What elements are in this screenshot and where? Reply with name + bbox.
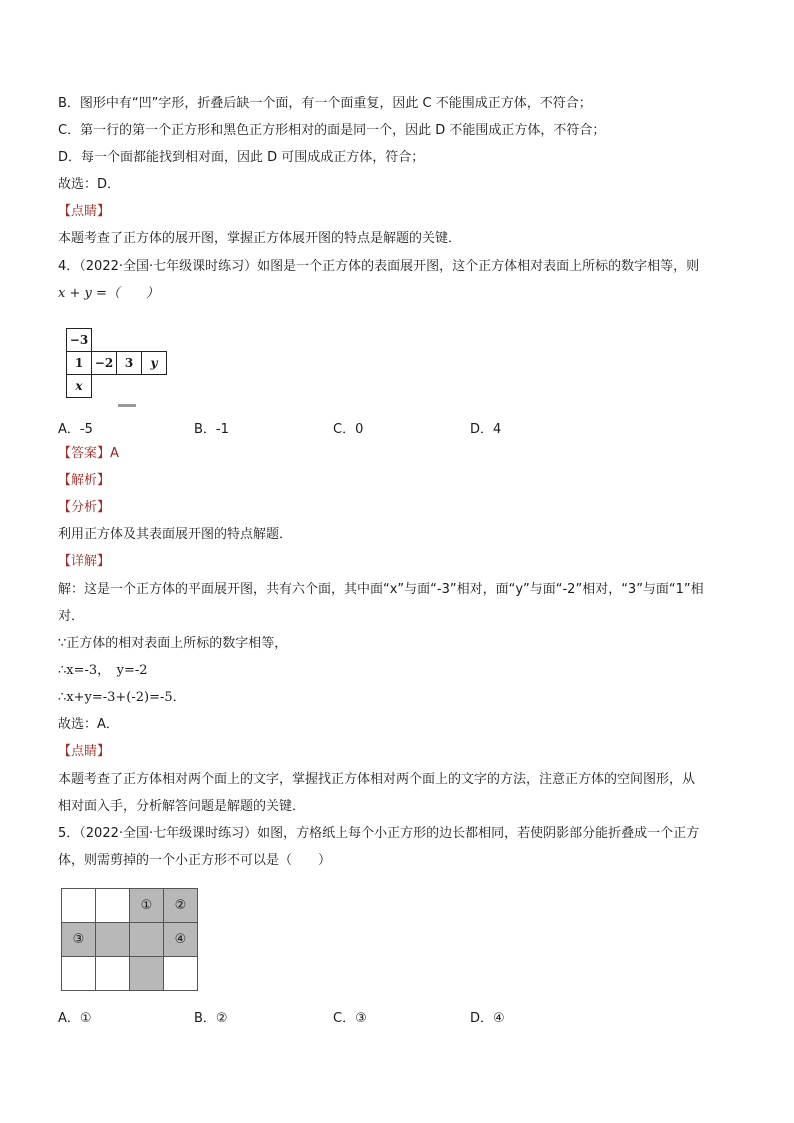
question-5-choices <box>58 1007 758 1027</box>
text-line: D．每一个面都能找到相对面，因此 D 可围成成正方体，符合； <box>58 150 425 165</box>
answer-label: 【答案】 <box>58 446 111 461</box>
text-line: ∵正方体的相对表面上所标的数字相等， <box>58 636 288 651</box>
question-5-text: 体，则需剪掉的一个小正方形不可以是（ ） <box>58 853 332 868</box>
text-line: 故选：D． <box>58 177 121 192</box>
answer-value: A <box>110 446 119 461</box>
choice-b: B．-1 <box>194 422 229 437</box>
text-line: ∴x=-3， y=-2 <box>58 663 148 678</box>
grid-cell <box>62 889 96 923</box>
grid-cell <box>62 957 96 991</box>
grid-cell-shaded: ② <box>164 889 198 923</box>
choice-b: B．② <box>194 1011 228 1026</box>
choice-d: D．④ <box>470 1011 505 1026</box>
scan-mark <box>118 404 136 407</box>
grid-figure <box>61 888 198 991</box>
choice-a: A．-5 <box>58 422 93 437</box>
text-line: B．图形中有“凹”字形，折叠后缺一个面，有一个面重复，因此 C 不能围成正方体，不符合； <box>58 96 592 111</box>
section-label: 【详解】 <box>58 554 111 569</box>
net-cell: 1 <box>67 352 92 375</box>
grid-cell-shaded <box>130 923 164 957</box>
grid-cell <box>164 957 198 991</box>
question-5-text: 5．（2022·全国·七年级课时练习）如图，方格纸上每个小正方形的边长都相同，若使阴影部分能折叠成一个正方 <box>58 826 700 841</box>
net-cell: −2 <box>92 352 117 375</box>
net-cell: −3 <box>67 329 92 352</box>
text-line: 本题考查了正方体相对两个面上的文字，掌握找正方体相对两个面上的文字的方法，注意正方体的空间图形，从 <box>58 772 696 787</box>
net-cell: x <box>67 375 92 398</box>
text-line: 本题考查了正方体的展开图，掌握正方体展开图的特点是解题的关键． <box>58 231 462 246</box>
text-line: 解：这是一个正方体的平面展开图，共有六个面，其中面“x”与面“-3”相对，面“y”与面“-2”相对，“3”与面“1”相 <box>58 582 704 597</box>
section-label: 【分析】 <box>58 500 111 515</box>
grid-cell-shaded: ④ <box>164 923 198 957</box>
grid-cell-shaded: ① <box>130 889 164 923</box>
question-4-expr: x + y =（ ） <box>58 286 159 301</box>
question-4-text: 4．（2022·全国·七年级课时练习）如图是一个正方体的表面展开图，这个正方体相对表面上所标的数字相等，则 <box>58 259 700 274</box>
choice-c: C．③ <box>333 1011 367 1026</box>
section-label: 【解析】 <box>58 473 111 488</box>
cube-net-figure <box>66 328 167 398</box>
choice-d: D．4 <box>470 422 502 437</box>
grid-cell-shaded: ③ <box>62 923 96 957</box>
section-label: 【点睛】 <box>58 744 111 759</box>
text-line: C．第一行的第一个正方形和黑色正方形相对的面是同一个，因此 D 不能围成正方体，不符合； <box>58 123 606 138</box>
section-label: 【点睛】 <box>58 204 111 219</box>
grid-cell <box>96 889 130 923</box>
grid-cell-shaded <box>130 957 164 991</box>
text-line: 利用正方体及其表面展开图的特点解题． <box>58 527 293 542</box>
question-4-choices <box>58 418 758 438</box>
text-line: 对． <box>58 609 85 624</box>
net-cell: y <box>142 352 167 375</box>
text-line: 相对面入手，分析解答问题是解题的关键． <box>58 799 306 814</box>
grid-cell-shaded <box>96 923 130 957</box>
net-cell: 3 <box>117 352 142 375</box>
text-line: 故选：A． <box>58 717 119 732</box>
answer-line <box>58 444 119 464</box>
grid-cell <box>96 957 130 991</box>
text-line: ∴x+y=-3+(-2)=-5． <box>58 690 186 705</box>
choice-c: C．0 <box>333 422 364 437</box>
choice-a: A．① <box>58 1011 92 1026</box>
